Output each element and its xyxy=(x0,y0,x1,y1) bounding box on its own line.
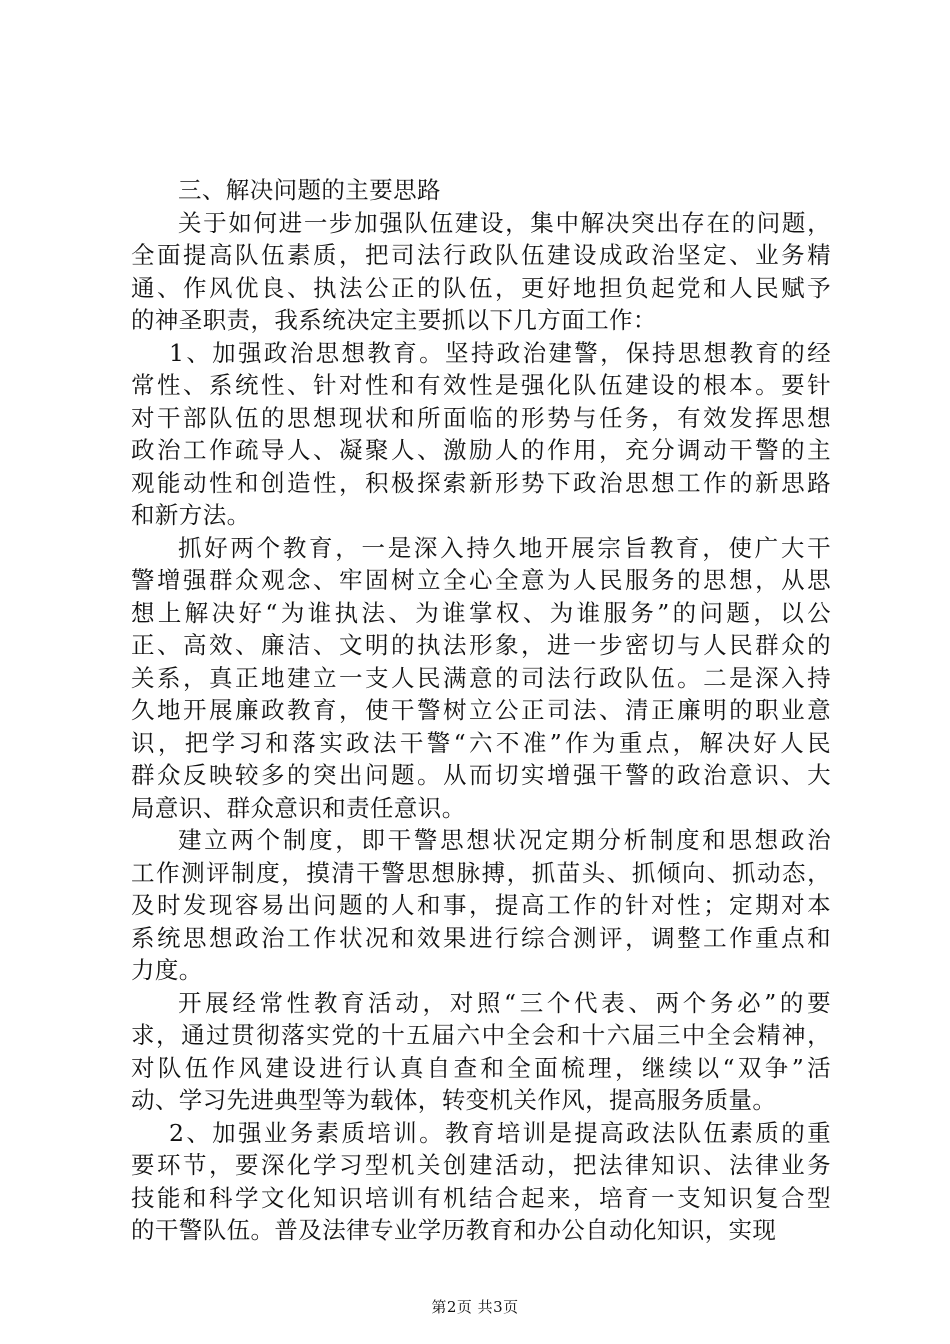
text-line: 2、加强业务素质培训。教育培训是提高政法队伍素质的重 xyxy=(169,1118,831,1147)
text-line: 正、高效、廉洁、文明的执法形象，进一步密切与人民群众的 xyxy=(131,631,831,659)
text-line: 对队伍作风建设进行认真自查和全面梳理，继续以“双争”活 xyxy=(131,1053,831,1082)
text-line: 要环节，要深化学习型机关创建活动，把法律知识、法律业务 xyxy=(131,1151,831,1179)
text-line: 群众反映较多的突出问题。从而切实增强干警的政治意识、大 xyxy=(131,761,831,789)
text-line: 及时发现容易出问题的人和事，提高工作的针对性；定期对本 xyxy=(131,891,831,919)
text-line: 建立两个制度，即干警思想状况定期分析制度和思想政治 xyxy=(178,826,831,854)
text-line: 想上解决好“为谁执法、为谁掌权、为谁服务”的问题，以公 xyxy=(131,598,831,627)
text-line: 警增强群众观念、牢固树立全心全意为人民服务的思想，从思 xyxy=(131,566,831,594)
text-line: 的干警队伍。普及法律专业学历教育和办公自动化知识，实现 xyxy=(131,1216,777,1244)
text-line: 求，通过贯彻落实党的十五届六中全会和十六届三中全会精神， xyxy=(131,1021,831,1049)
text-line: 局意识、群众意识和责任意识。 xyxy=(131,793,466,822)
text-line: 抓好两个教育，一是深入持久地开展宗旨教育，使广大干 xyxy=(178,533,831,562)
text-line: 和新方法。 xyxy=(131,501,251,529)
text-line: 工作测评制度，摸清干警思想脉搏，抓苗头、抓倾向、抓动态， xyxy=(131,858,831,887)
text-line: 识，把学习和落实政法干警“六不准”作为重点，解决好人民 xyxy=(131,728,831,757)
item-1-paragraph xyxy=(131,337,831,532)
text-line: 技能和科学文化知识培训有机结合起来，培育一支知识复合型 xyxy=(131,1183,831,1212)
text-line: 常性、系统性、针对性和有效性是强化队伍建设的根本。要针 xyxy=(131,371,831,399)
text-line: 1、加强政治思想教育。坚持政治建警，保持思想教育的经 xyxy=(169,338,831,367)
two-educations-paragraph xyxy=(131,532,831,825)
regular-education-paragraph xyxy=(131,987,831,1117)
text-line: 观能动性和创造性，积极探索新形势下政治思想工作的新思路 xyxy=(131,468,831,497)
text-line: 政治工作疏导人、凝聚人、激励人的作用，充分调动干警的主 xyxy=(131,436,831,464)
page-number-footer: 第2页 共3页 xyxy=(431,1298,519,1316)
text-line: 关系，真正地建立一支人民满意的司法行政队伍。二是深入持 xyxy=(131,663,831,692)
text-line: 全面提高队伍素质，把司法行政队伍建设成政治坚定、业务精 xyxy=(131,241,831,269)
text-line: 开展经常性教育活动，对照“三个代表、两个务必”的要 xyxy=(178,988,831,1017)
two-systems-paragraph xyxy=(131,824,831,987)
text-line: 的神圣职责，我系统决定主要抓以下几方面工作： xyxy=(131,306,657,334)
text-line: 三、解决问题的主要思路 xyxy=(178,176,441,204)
document-body xyxy=(131,174,831,1247)
text-line: 对干部队伍的思想现状和所面临的形势与任务，有效发挥思想 xyxy=(131,403,831,432)
text-line: 关于如何进一步加强队伍建设，集中解决突出存在的问题， xyxy=(178,208,831,237)
item-2-paragraph xyxy=(131,1117,831,1247)
text-line: 久地开展廉政教育，使干警树立公正司法、清正廉明的职业意 xyxy=(131,696,831,724)
text-line: 系统思想政治工作状况和效果进行综合测评，调整工作重点和 xyxy=(131,923,831,952)
text-line: 通、作风优良、执法公正的队伍，更好地担负起党和人民赋予 xyxy=(131,273,831,302)
text-line: 动、学习先进典型等为载体，转变机关作风，提高服务质量。 xyxy=(131,1086,777,1114)
section-heading xyxy=(131,174,831,207)
text-line: 力度。 xyxy=(131,956,203,984)
intro-paragraph xyxy=(131,207,831,337)
